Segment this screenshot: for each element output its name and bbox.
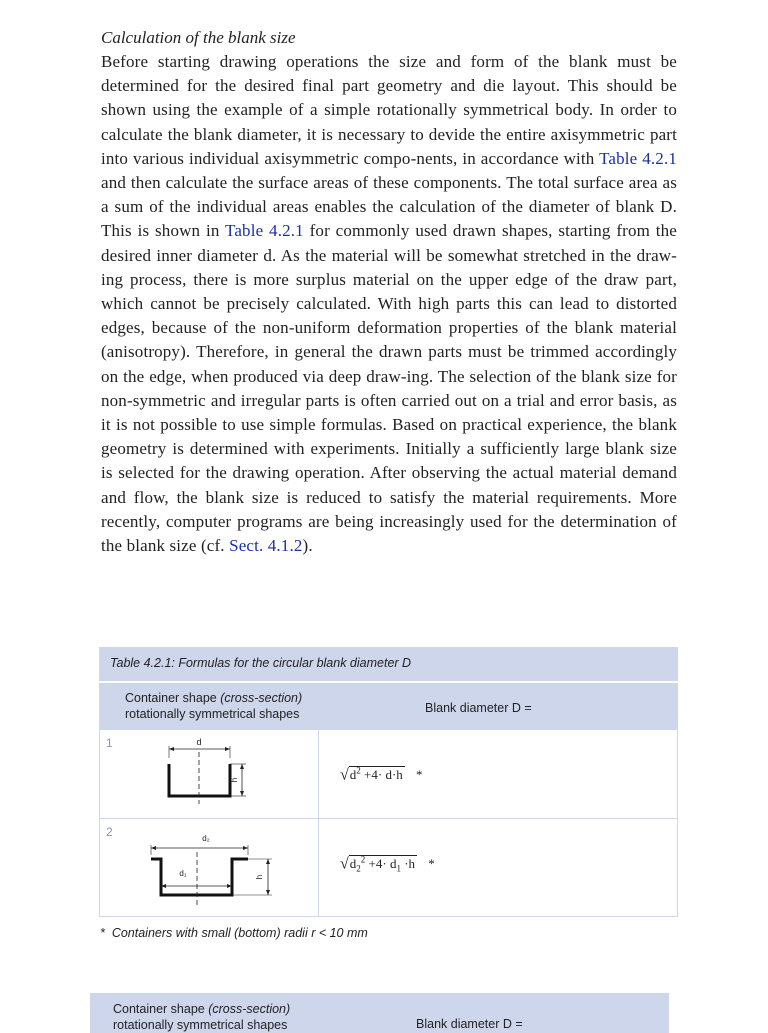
footnote-star: * <box>428 856 435 872</box>
table-footnote <box>100 926 368 940</box>
header-blank-diameter: Blank diameter D = <box>425 701 532 715</box>
next-header-left-label: Container shape <box>113 1002 209 1016</box>
body-paragraph <box>101 50 677 558</box>
dim-d1-label: d₁ <box>179 869 187 878</box>
formula-row-1 <box>340 766 423 784</box>
column-divider <box>318 730 319 818</box>
dim-d2-label: d₂ <box>202 834 210 843</box>
next-header-left-sub: rotationally symmetrical shapes <box>113 1018 288 1032</box>
table-caption-bar <box>99 647 678 681</box>
dim-h-label: h <box>255 874 264 880</box>
table-row <box>99 730 678 819</box>
table-header-row <box>99 683 678 730</box>
header-left-label: Container shape <box>125 691 221 705</box>
next-header-container-shape <box>113 1001 290 1033</box>
formula-row-2 <box>340 855 435 874</box>
formula-subscript: 2 <box>356 863 361 874</box>
sect-4-1-2-link[interactable]: Sect. 4.1.2 <box>229 536 303 556</box>
next-table-header <box>90 993 669 1033</box>
footnote-text: Containers with small (bottom) radii r < 10 mm <box>111 926 368 940</box>
paragraph-text-3: for commonly used drawn shapes, starting from the desired inner diameter d. As the material will be somewhat stretched in the draw-ing process, there is more surplus material on the upper edge of the draw part, which cannot be precisely calculated. With high parts this can lead to distorted edges, because of the non-uniform deformation properties of the blank material (anisotropy). Therefore, in general the drawn parts must be trimmed accordingly on the edge, when produced via deep draw-ing. The selection of the blank size for non-symmetric and irregular parts is often carried out on a trial and error basis, as it is not possible to use simple formulas. Based on practical experience, the blank geometry is determined with experiments. Initially a sufficiently large blank size is selected for the drawing operation. After observing the actual material demand and flow, the blank size is reduced to satisfy the material requirements. More recently, computer programs are being increasingly used for the determination of the blank size (cf. <box>101 221 678 556</box>
formula-base: d <box>349 767 357 783</box>
formula-mid: +4· d <box>368 856 397 872</box>
blank-diameter-table <box>99 647 678 918</box>
next-header-blank-diameter: Blank diameter D = <box>416 1017 523 1031</box>
footnote-star: * <box>416 767 423 783</box>
table-4-2-1-link-2[interactable]: Table 4.2.1 <box>225 221 304 241</box>
column-divider <box>318 819 319 916</box>
sqrt-icon: √ <box>340 855 349 873</box>
cup-cross-section-diagram <box>100 730 318 818</box>
table-row <box>99 819 678 917</box>
formula-rest: +4· d·h <box>364 767 403 783</box>
footnote-marker: * <box>100 926 105 940</box>
row-number: 2 <box>106 825 113 839</box>
section-heading: Calculation of the blank size <box>101 28 296 47</box>
dim-h-label: h <box>230 777 239 783</box>
formula-base: d <box>349 856 357 872</box>
formula-rest: ·h <box>404 856 416 872</box>
next-header-left-italic: (cross-section) <box>208 1002 291 1016</box>
dim-d-label: d <box>196 737 202 747</box>
formula-subscript-2: 1 <box>396 863 401 874</box>
paragraph-text-4: ). <box>302 536 313 556</box>
flanged-cup-cross-section-diagram <box>100 819 318 916</box>
header-left-italic: (cross-section) <box>220 691 303 705</box>
paragraph-text-1: Before starting drawing operations the size and form of the blank must be determined for the desired final part geometry and die layout. This should be shown using the example of a simple rotationally symmetrical body. In order to calculate the blank diameter, it is necessary to devide the entire axisymmetric part into various individual axisymmetric compo-nents, in accordance with <box>101 52 677 168</box>
header-left-sub: rotationally symmetrical shapes <box>125 707 300 721</box>
table-4-2-1-link[interactable]: Table 4.2.1 <box>599 148 677 168</box>
header-container-shape <box>125 690 302 722</box>
row-number: 1 <box>106 736 113 750</box>
paragraph-text-2: and then calculate the surface areas of these components. The total surface area as a sum of the individual areas enables the calculation of the diameter of blank D. This is shown in <box>101 173 677 241</box>
formula-exponent: 2 <box>356 766 361 776</box>
sqrt-icon: √ <box>340 766 349 784</box>
formula-exponent: 2 <box>360 855 366 865</box>
table-caption: Table 4.2.1: Formulas for the circular blank diameter D <box>110 656 412 670</box>
